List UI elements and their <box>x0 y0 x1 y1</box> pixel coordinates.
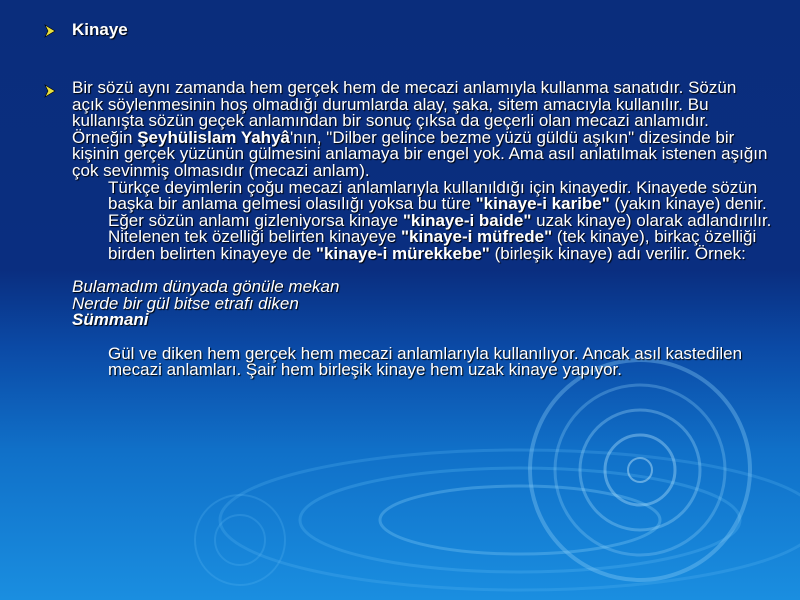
body-text <box>72 80 772 379</box>
poem-author: Sümmani <box>72 310 149 330</box>
arrow-bullet-icon <box>44 24 56 38</box>
poem-line: Bulamadım dünyada gönüle mekan <box>72 277 340 297</box>
paragraph-explanation: Gül ve diken hem gerçek hem mecazi anlamlarıyla kullanılıyor. Ancak asıl kastedilen mecazi anlamları. Şair hem birleşik kinaye hem uzak kinaye yapıyor. <box>108 343 743 380</box>
poem-line: Nerde bir gül bitse etrafı diken <box>72 293 299 313</box>
poet-name: Şeyhülislam Yahyâ <box>137 127 290 147</box>
paragraph-definition: Bir sözü aynı zamanda hem gerçek hem de mecazi anlamıyla kullanma sanatıdır. Sözün açık söylenmesinin hoş olmadığı durumlarda alay, şaka, sitem amacıyla kullanılır. Bu kullanışta sözün geçek anlamından bir sonuç çıksa da geçerli olan mecazi anlamıdır. Örneğin Şeyhülislam Yahyâ'nın, "Dilber gelince bezme yüzü güldü aşıkın" dizesinde bir kişinin gerçek yüzünün gülmesini anlamaya bir engel yok. Ama asıl anlatılmak istenen aşığın çok sevinmiş olmasıdır (mecazi anlam). <box>72 78 768 180</box>
arrow-bullet-icon <box>44 84 56 98</box>
term-karibe: "kinaye-i karibe" <box>475 194 610 214</box>
term-murekkebe: "kinaye-i mürekkebe" <box>315 243 490 263</box>
slide-heading: Kinaye <box>72 20 128 39</box>
paragraph-types: Türkçe deyimlerin çoğu mecazi anlamlarıyla kullanıldığı için kinayedir. Kinayede sözün başka bir anlama gelmesi olasılığı yoksa bu türe "kinaye-i karibe" (yakın kinaye) denir. Eğer sözün anlamı gizleniyorsa kinaye "kinaye-i baide" uzak kinaye) olarak adlandırılır. Nitelenen tek özelliği belirten kinayeye "kinaye-i müfrede" (tek kinaye), birkaç özelliği birden belirten kinayeye de "kinaye-i mürekkebe" (birleşik kinaye) adı verilir. Örnek: <box>108 177 772 263</box>
term-mufrede: "kinaye-i müfrede" <box>400 227 553 247</box>
term-baide: "kinaye-i baide" <box>402 210 532 230</box>
